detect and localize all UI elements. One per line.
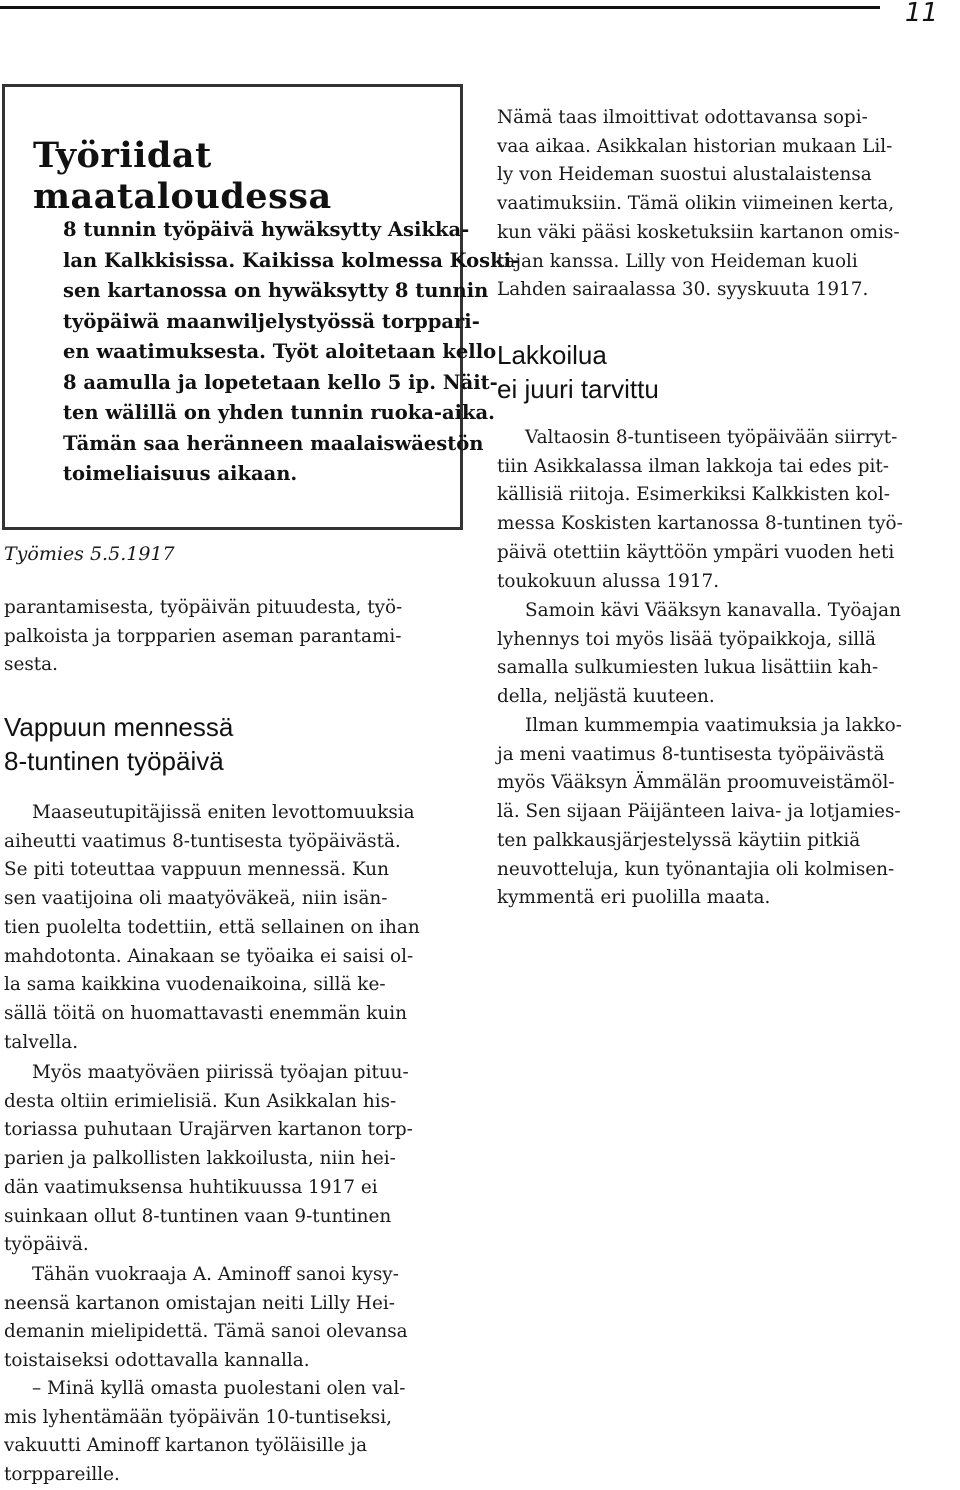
clipping-source-caption: Työmies 5.5.1917 xyxy=(4,543,175,565)
text-line: ly von Heideman suostui alustalaistensa xyxy=(497,164,872,186)
clipping-line: ten wälillä on yhden tunnin ruoka-aika. xyxy=(63,401,495,424)
text-line: sällä töitä on huomattavasti enemmän kuin xyxy=(4,1002,407,1024)
left-paragraph-1 xyxy=(4,799,464,1057)
right-section-heading xyxy=(497,338,659,406)
text-line: toistaiseksi odottavalla kannalla. xyxy=(4,1350,310,1372)
left-section-heading xyxy=(4,710,233,778)
heading-line: ei juuri tarvittu xyxy=(497,374,659,404)
right-paragraph-2 xyxy=(497,597,957,712)
clipping-line: Tämän saa heränneen maalaiswäestön xyxy=(63,431,484,455)
text-line: ja meni vaatimus 8-tuntisesta työpäivästä xyxy=(497,743,885,765)
text-line: vaa aikaa. Asikkalan historian mukaan Lil- xyxy=(497,135,893,157)
text-line: Se piti toteuttaa vappuun mennessä. Kun xyxy=(4,859,389,881)
text-line: samalla sulkumiesten lukua lisättiin kah- xyxy=(497,657,879,679)
clipping-line: 8 aamulla ja lopetetaan kello 5 ip. Näit- xyxy=(63,370,498,394)
text-line: Tähän vuokraaja A. Aminoff sanoi kysy- xyxy=(32,1264,399,1285)
text-line: tiin Asikkalassa ilman lakkoja tai edes pit- xyxy=(497,455,889,477)
text-line: kymmentä eri puolilla maata. xyxy=(497,887,771,909)
clipping-title: Työriidat maataloudessa xyxy=(33,135,332,217)
text-line: ten palkkausjärjestelyssä käytiin pitkiä xyxy=(497,829,861,851)
newspaper-clipping xyxy=(2,84,520,530)
clipping-text xyxy=(63,215,520,490)
text-line: källisiä riitoja. Esimerkiksi Kalkkisten kol- xyxy=(497,484,890,506)
right-intro xyxy=(497,104,957,305)
text-line: messa Koskisten kartanossa 8-tuntinen työ- xyxy=(497,513,903,535)
left-paragraph-3 xyxy=(4,1261,464,1376)
text-line: dän vaatimuksensa huhtikuussa 1917 ei xyxy=(4,1176,378,1198)
text-line: lä. Sen sijaan Päijänteen laiva- ja lotjamies- xyxy=(497,801,901,823)
text-line: neuvotteluja, kun työnantajia oli kolmisen- xyxy=(497,858,895,880)
text-line: työpäivä. xyxy=(4,1234,89,1256)
text-line: Lahden sairaalassa 30. syyskuuta 1917. xyxy=(497,279,869,301)
text-line: Samoin kävi Vääksyn kanavalla. Työajan xyxy=(525,600,901,621)
left-paragraph-4 xyxy=(4,1375,464,1490)
text-line: Maaseutupitäjissä eniten levottomuuksia xyxy=(32,802,415,823)
text-line: vaatimuksiin. Tämä olikin viimeinen kerta, xyxy=(497,193,895,215)
text-line: demanin mielipidettä. Tämä sanoi olevansa xyxy=(4,1321,408,1343)
text-line: mis lyhentämään työpäivän 10-tuntiseksi, xyxy=(4,1406,392,1428)
right-paragraph-3 xyxy=(497,712,957,913)
text-line: lyhennys toi myös lisää työpaikkoja, sillä xyxy=(497,628,876,650)
clipping-line: sen kartanossa on hywäksytty 8 tunnin xyxy=(63,279,489,302)
text-line: sesta. xyxy=(4,654,58,676)
right-paragraph-1 xyxy=(497,424,957,596)
clipping-line: en waatimuksesta. Työt aloitetaan kello xyxy=(63,340,497,363)
text-line: aiheutti vaatimus 8-tuntisesta työpäivästä. xyxy=(4,830,401,852)
text-line: la sama kaikkina vuodenaikoina, sillä ke- xyxy=(4,974,386,996)
clipping-line: 8 tunnin työpäivä hywäksytty Asikka- xyxy=(63,218,470,241)
top-rule xyxy=(0,6,880,9)
text-line: della, neljästä kuuteen. xyxy=(497,686,715,708)
text-line: kun väki pääsi kosketuksiin kartanon omis- xyxy=(497,221,900,243)
text-line: suinkaan ollut 8-tuntinen vaan 9-tuntinen xyxy=(4,1205,392,1227)
text-line: sen vaatijoina oli maatyöväkeä, niin isän- xyxy=(4,888,388,910)
text-line: torppareille. xyxy=(4,1464,120,1486)
text-line: toriassa puhutaan Urajärven kartanon torp- xyxy=(4,1119,413,1141)
clipping-line: työpäiwä maanwiljelystyössä torppari- xyxy=(63,309,480,333)
heading-line: Lakkoilua xyxy=(497,340,607,370)
text-line: vakuutti Aminoff kartanon työläisille ja xyxy=(4,1435,368,1457)
text-line: Myös maatyöväen piirissä työajan pituu- xyxy=(32,1062,409,1083)
page-number: 11 xyxy=(904,0,938,28)
heading-line: Vappuun mennessä xyxy=(4,712,234,742)
text-line: päivä otettiin käyttöön ympäri vuoden heti xyxy=(497,541,895,563)
left-paragraph-2 xyxy=(4,1059,464,1260)
text-line: tien puolelta todettiin, että sellainen on ihan xyxy=(4,916,420,938)
left-intro xyxy=(4,594,464,680)
text-line: desta oltiin erimielisiä. Kun Asikkalan his- xyxy=(4,1090,397,1112)
text-line: Valtaosin 8-tuntiseen työpäivään siirryt- xyxy=(525,427,898,448)
text-line: mahdotonta. Ainakaan se työaika ei saisi ol- xyxy=(4,945,414,967)
text-line: myös Vääksyn Ämmälän proomuveistämöl- xyxy=(497,772,895,794)
text-line: Ilman kummempia vaatimuksia ja lakko- xyxy=(525,715,902,736)
text-line: palkoista ja torpparien aseman parantami- xyxy=(4,625,402,647)
text-line: talvella. xyxy=(4,1031,79,1053)
clipping-line: lan Kalkkisissa. Kaikissa kolmessa Koski- xyxy=(63,248,520,272)
text-line: neensä kartanon omistajan neiti Lilly Hei- xyxy=(4,1292,395,1314)
heading-line: 8-tuntinen työpäivä xyxy=(4,746,224,776)
text-line: parantamisesta, työpäivän pituudesta, työ- xyxy=(4,597,403,618)
text-line: tajan kanssa. Lilly von Heideman kuoli xyxy=(497,250,858,272)
text-line: toukokuun alussa 1917. xyxy=(497,570,720,592)
clipping-line: toimeliaisuus aikaan. xyxy=(63,462,298,485)
text-line: Nämä taas ilmoittivat odottavansa sopi- xyxy=(497,107,868,128)
text-line: – Minä kyllä omasta puolestani olen val- xyxy=(32,1378,406,1399)
text-line: parien ja palkollisten lakkoilusta, niin hei- xyxy=(4,1148,396,1170)
